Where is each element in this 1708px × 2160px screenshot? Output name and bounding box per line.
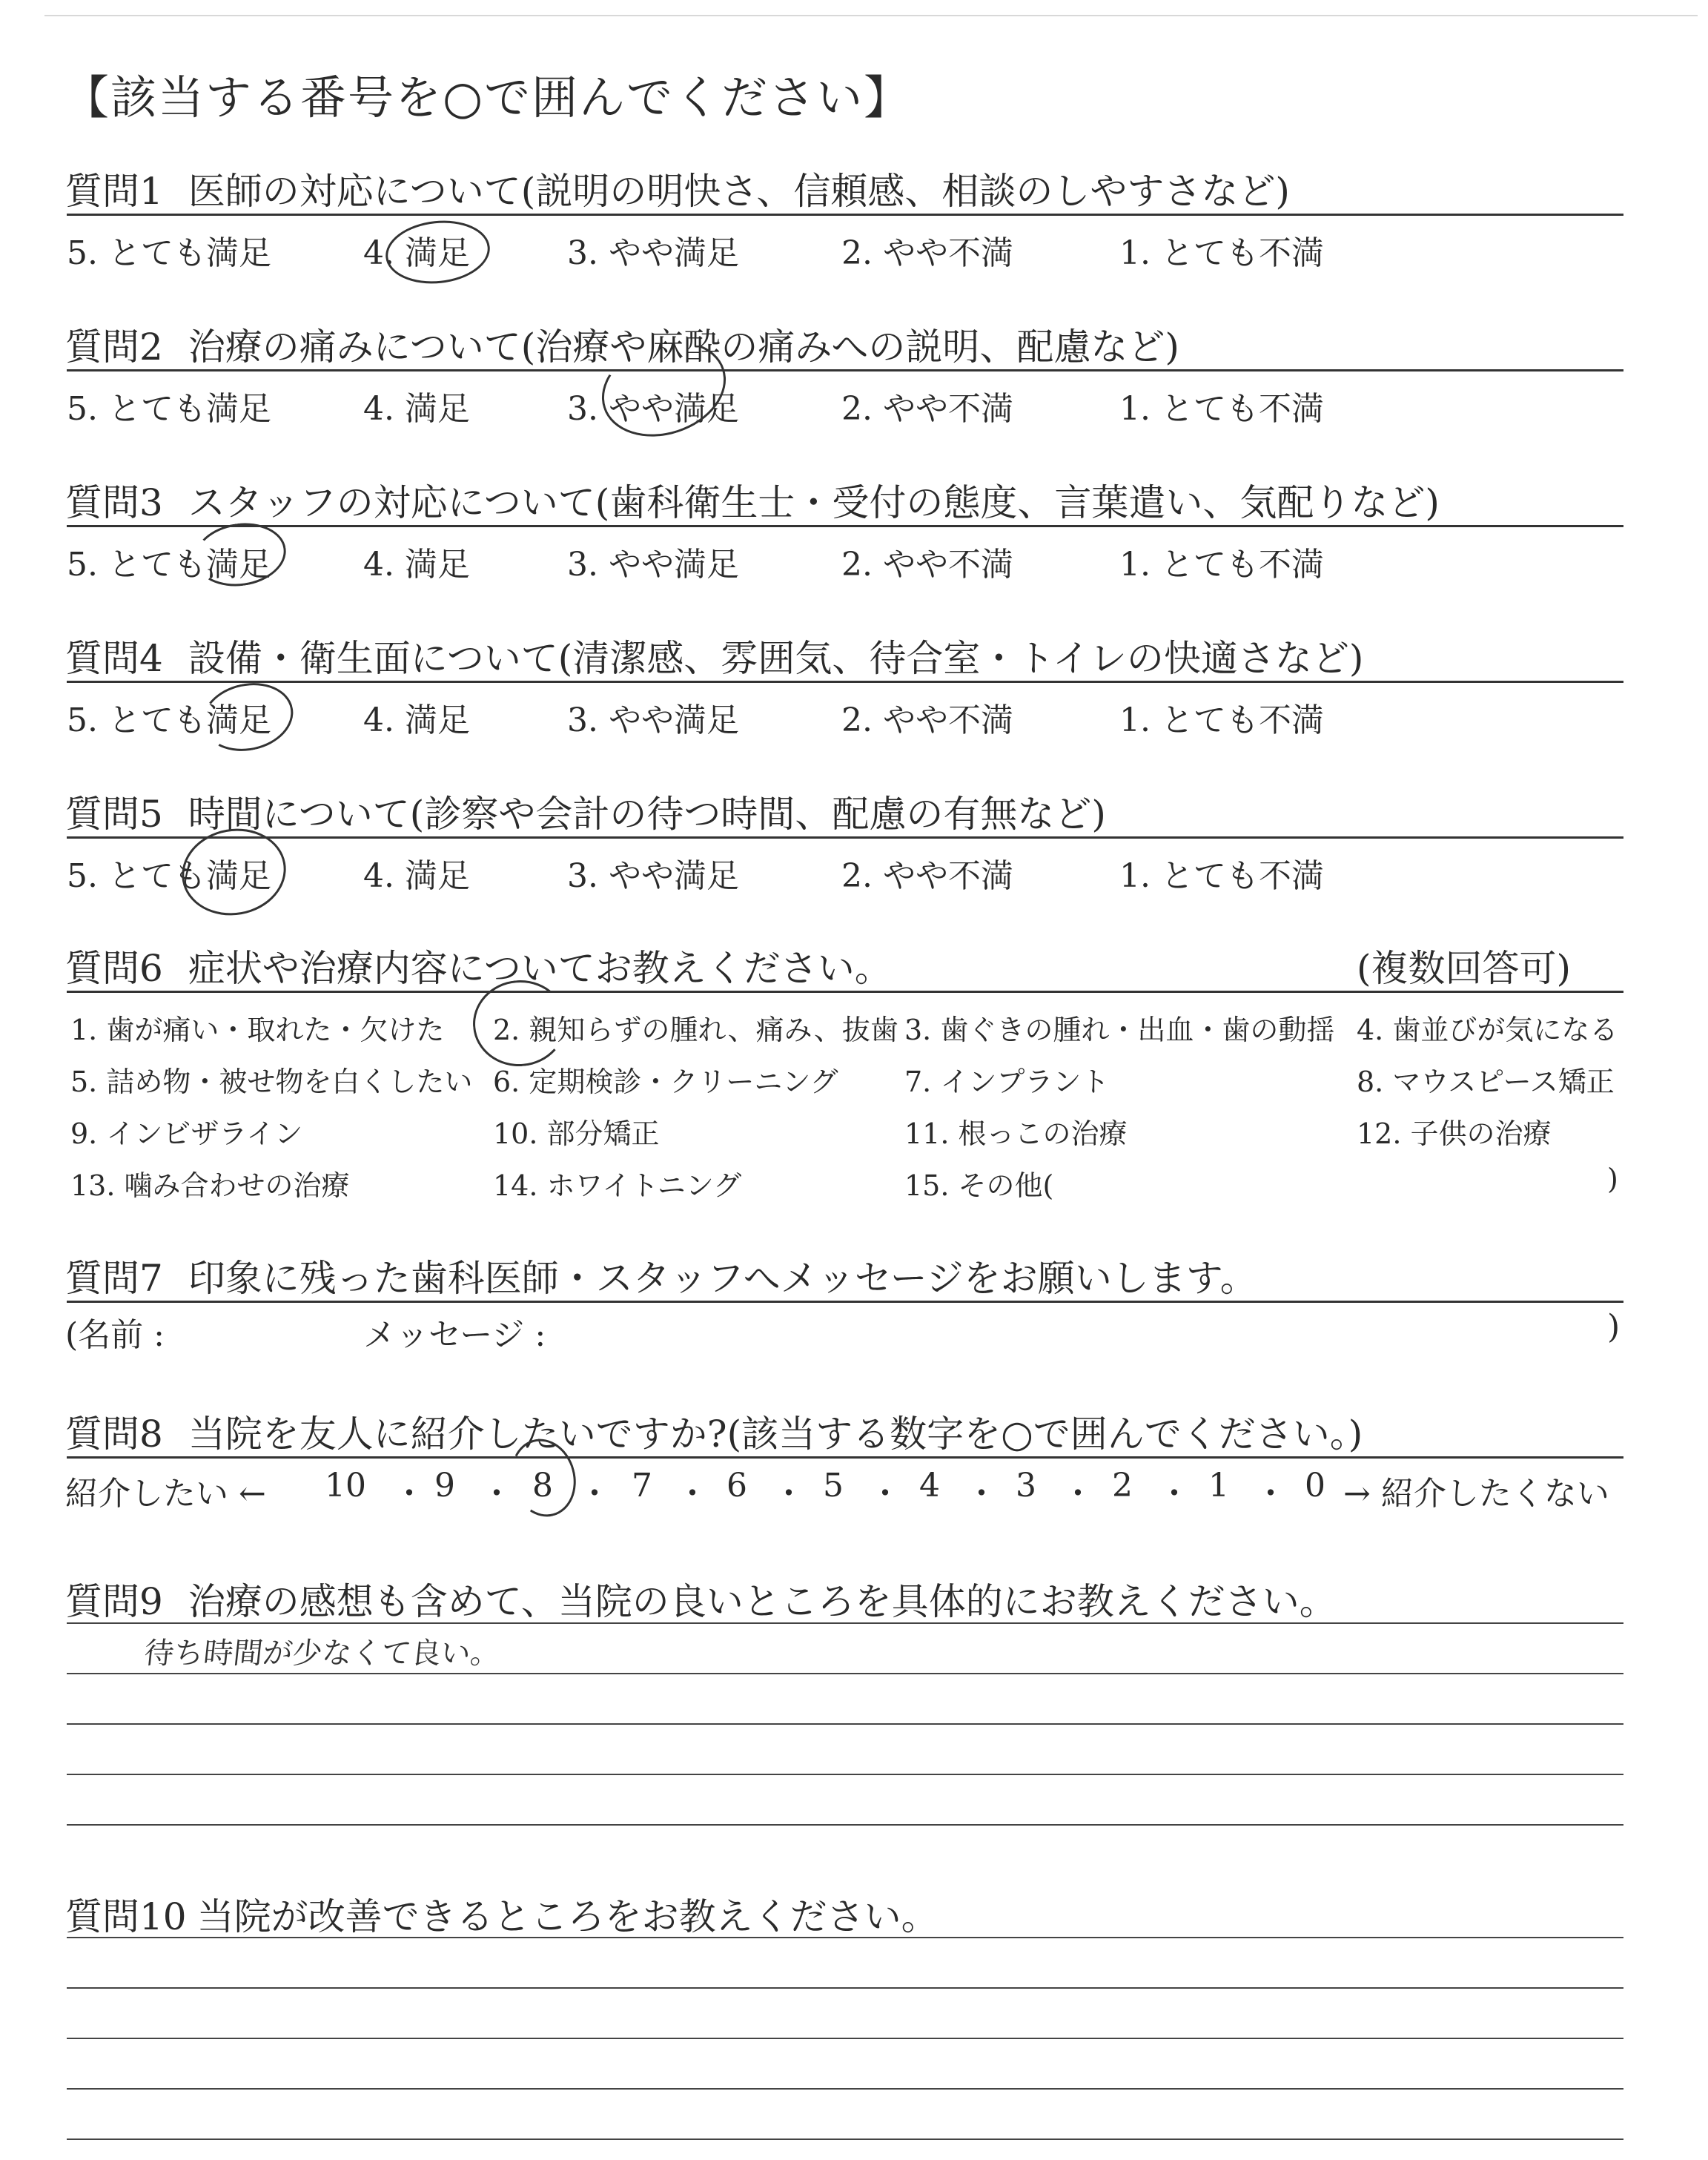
q1-option-4[interactable]: 4. 満足 xyxy=(363,234,470,272)
q5-option-1[interactable]: 1. とても不満 xyxy=(1119,857,1324,895)
scale-1[interactable]: 1 xyxy=(1208,1467,1229,1505)
q6-option-10[interactable]: 10. 部分矯正 xyxy=(493,1117,660,1150)
scale-3[interactable]: 3 xyxy=(1016,1467,1036,1505)
answer-line xyxy=(67,2038,1623,2039)
q1-option-1[interactable]: 1. とても不満 xyxy=(1119,234,1324,272)
q5-option-3[interactable]: 3. やや満足 xyxy=(567,857,739,895)
question-label: 質問5 xyxy=(65,793,163,836)
question-text: 治療の痛みについて(治療や麻酔の痛みへの説明、配慮など) xyxy=(188,326,1179,369)
question-6-rule xyxy=(67,991,1623,993)
name-field-label: (名前 : xyxy=(65,1316,165,1354)
answer-line xyxy=(67,2138,1623,2140)
question-8 xyxy=(65,1404,1363,1458)
q1-option-3[interactable]: 3. やや満足 xyxy=(567,234,739,272)
answer-line xyxy=(67,1723,1623,1725)
q6-option-2[interactable]: 2. 親知らずの腫れ、痛み、抜歯 xyxy=(493,1014,898,1046)
q2-option-2[interactable]: 2. やや不満 xyxy=(841,390,1013,428)
q6-option-9[interactable]: 9. インビザライン xyxy=(70,1117,303,1150)
scale-separator: ・ xyxy=(1062,1475,1094,1513)
q3-option-3[interactable]: 3. やや満足 xyxy=(567,546,739,584)
scale-separator: ・ xyxy=(578,1475,611,1513)
question-text: 印象に残った歯科医師・スタッフへメッセージをお願いします。 xyxy=(188,1257,1257,1300)
question-3 xyxy=(65,473,1440,526)
q3-option-5[interactable]: 5. とても満足 xyxy=(67,546,271,584)
form-heading: 【該当する番号を○で囲んでください】 xyxy=(63,70,912,125)
q1-option-2[interactable]: 2. やや不満 xyxy=(841,234,1013,272)
q4-option-4[interactable]: 4. 満足 xyxy=(363,701,470,739)
q4-option-2[interactable]: 2. やや不満 xyxy=(841,701,1013,739)
question-label: 質問10 xyxy=(65,1895,187,1938)
q6-option-5[interactable]: 5. 詰め物・被せ物を白くしたい xyxy=(70,1066,473,1098)
q2-option-5[interactable]: 5. とても満足 xyxy=(67,390,271,428)
q6-option-8[interactable]: 8. マウスピース矯正 xyxy=(1357,1066,1615,1098)
scale-separator: ・ xyxy=(772,1475,805,1513)
q6-option-4[interactable]: 4. 歯並びが気になる xyxy=(1357,1014,1618,1046)
q6-option-7[interactable]: 7. インプラント xyxy=(904,1066,1110,1098)
question-10 xyxy=(65,1887,939,1941)
q6-option-15[interactable]: 15. その他( xyxy=(904,1169,1054,1202)
message-close-paren: ) xyxy=(1607,1308,1621,1346)
q3-option-4[interactable]: 4. 満足 xyxy=(363,546,470,584)
scale-8[interactable]: 8 xyxy=(532,1467,553,1505)
q4-option-1[interactable]: 1. とても不満 xyxy=(1119,701,1324,739)
scale-0[interactable]: 0 xyxy=(1305,1467,1325,1505)
question-7-rule xyxy=(67,1301,1623,1303)
q6-option-11[interactable]: 11. 根っこの治療 xyxy=(904,1117,1128,1150)
q1-option-5[interactable]: 5. とても満足 xyxy=(67,234,271,272)
question-3-rule xyxy=(67,525,1623,527)
message-field-label: メッセージ : xyxy=(363,1316,546,1354)
recommend-right-label: → 紹介したくない xyxy=(1343,1475,1609,1513)
question-text: 医師の対応について(説明の明快さ、信頼感、相談のしやすさなど) xyxy=(188,170,1290,213)
answer-line xyxy=(67,1824,1623,1826)
question-label: 質問2 xyxy=(65,326,163,369)
scale-separator: ・ xyxy=(965,1475,998,1513)
recommend-left-label: 紹介したい ← xyxy=(65,1475,266,1513)
q3-option-2[interactable]: 2. やや不満 xyxy=(841,546,1013,584)
scale-separator: ・ xyxy=(1254,1475,1287,1513)
q5-option-4[interactable]: 4. 満足 xyxy=(363,857,470,895)
scale-7[interactable]: 7 xyxy=(632,1467,652,1505)
scale-separator: ・ xyxy=(869,1475,901,1513)
answer-line xyxy=(67,1673,1623,1674)
q9-handwritten-answer[interactable]: 待ち時間が少なくて良い。 xyxy=(142,1636,503,1671)
question-1-rule xyxy=(67,214,1623,216)
q4-option-5[interactable]: 5. とても満足 xyxy=(67,701,271,739)
question-1 xyxy=(65,162,1290,215)
page-top-border xyxy=(44,15,1698,16)
question-label: 質問3 xyxy=(65,481,163,524)
multiple-answer-note: (複数回答可) xyxy=(1357,947,1572,990)
scale-4[interactable]: 4 xyxy=(919,1467,940,1505)
answer-line xyxy=(67,2088,1623,2090)
answer-line xyxy=(67,1937,1623,1938)
question-text: 時間について(診察や会計の待つ時間、配慮の有無など) xyxy=(188,793,1106,836)
answer-line xyxy=(67,1622,1623,1624)
q6-option-6[interactable]: 6. 定期検診・クリーニング xyxy=(493,1066,838,1098)
question-9 xyxy=(65,1572,1337,1625)
scale-separator: ・ xyxy=(393,1475,426,1513)
q2-option-3[interactable]: 3. やや満足 xyxy=(567,390,739,428)
question-8-rule xyxy=(67,1456,1623,1459)
q6-option-14[interactable]: 14. ホワイトニング xyxy=(493,1169,742,1202)
question-text: 当院が改善できるところをお教えください。 xyxy=(196,1895,939,1938)
scale-6[interactable]: 6 xyxy=(726,1467,747,1505)
q5-option-2[interactable]: 2. やや不満 xyxy=(841,857,1013,895)
question-text: 症状や治療内容についてお教えください。 xyxy=(188,947,892,990)
scale-separator: ・ xyxy=(1158,1475,1191,1513)
answer-line xyxy=(67,1774,1623,1775)
q5-option-5[interactable]: 5. とても満足 xyxy=(67,857,271,895)
q6-option-1[interactable]: 1. 歯が痛い・取れた・欠けた xyxy=(70,1014,445,1046)
q4-selection-circle xyxy=(196,675,299,759)
scale-separator: ・ xyxy=(676,1475,709,1513)
question-5-rule xyxy=(67,836,1623,839)
scale-9[interactable]: 9 xyxy=(434,1467,455,1505)
q6-option-15-close-paren: ) xyxy=(1607,1163,1618,1195)
question-text: 当院を友人に紹介したいですか?(該当する数字を○で囲んでください。) xyxy=(188,1413,1363,1456)
scale-separator: ・ xyxy=(480,1475,513,1513)
question-2-rule xyxy=(67,369,1623,371)
question-text: スタッフの対応について(歯科衛生士・受付の態度、言葉遣い、気配りなど) xyxy=(188,481,1440,524)
question-4 xyxy=(65,629,1363,682)
question-label: 質問1 xyxy=(65,170,163,213)
question-7 xyxy=(65,1249,1257,1302)
scale-5[interactable]: 5 xyxy=(823,1467,844,1505)
q6-option-12[interactable]: 12. 子供の治療 xyxy=(1357,1117,1552,1150)
q6-option-3[interactable]: 3. 歯ぐきの腫れ・出血・歯の動揺 xyxy=(904,1014,1335,1046)
question-6 xyxy=(65,939,892,992)
q6-option-13[interactable]: 13. 噛み合わせの治療 xyxy=(70,1169,350,1202)
question-label: 質問7 xyxy=(65,1257,163,1300)
question-label: 質問6 xyxy=(65,947,163,990)
scale-2[interactable]: 2 xyxy=(1112,1467,1133,1505)
question-text: 設備・衛生面について(清潔感、雰囲気、待合室・トイレの快適さなど) xyxy=(188,637,1364,680)
answer-line xyxy=(67,1987,1623,1989)
q3-option-1[interactable]: 1. とても不満 xyxy=(1119,546,1324,584)
question-label: 質問8 xyxy=(65,1413,163,1456)
question-label: 質問9 xyxy=(65,1580,163,1623)
question-4-rule xyxy=(67,681,1623,683)
q2-option-4[interactable]: 4. 満足 xyxy=(363,390,470,428)
question-text: 治療の感想も含めて、当院の良いところを具体的にお教えください。 xyxy=(188,1580,1337,1623)
scale-10[interactable]: 10 xyxy=(325,1467,366,1505)
q4-option-3[interactable]: 3. やや満足 xyxy=(567,701,739,739)
question-label: 質問4 xyxy=(65,637,163,680)
q2-option-1[interactable]: 1. とても不満 xyxy=(1119,390,1324,428)
